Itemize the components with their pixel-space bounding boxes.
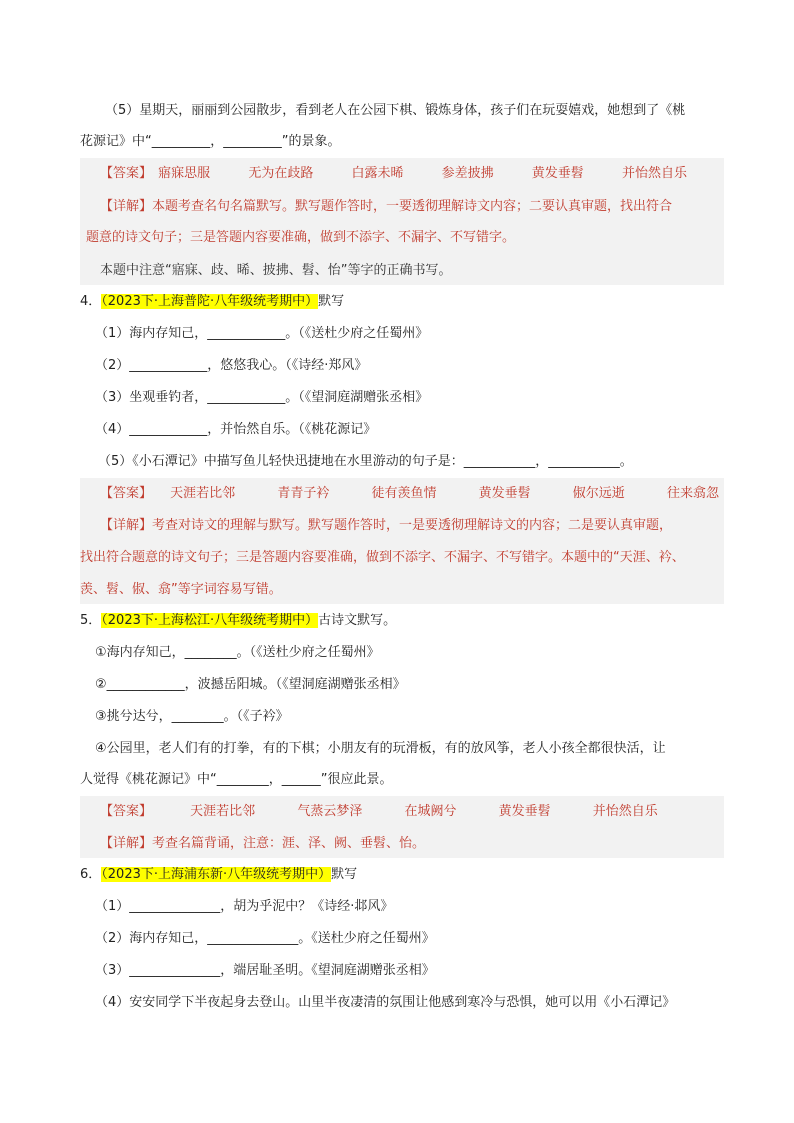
q6-heading <box>80 866 710 884</box>
detail-label: 【详解】 <box>100 836 153 851</box>
answer-item: 往来翕忽 <box>666 486 719 501</box>
q3-item5-line2: 花源记》中“_________，_________”的景象。 <box>80 134 341 149</box>
q4-detail-line3: 羡、髫、俶、翕”等字词容易写错。 <box>80 582 282 597</box>
answer-label: 【答案】 <box>100 486 153 501</box>
q3-detail-line3: 本题中注意“寤寐、歧、晞、披拂、髫、怡”等字的正确书写。 <box>100 263 452 278</box>
answer-item: 俶尔远逝 <box>572 486 625 501</box>
q4-source-highlight: （2023下·上海普陀·八年级统考期中） <box>101 294 319 309</box>
answer-item: 天涯若比邻 <box>190 804 256 819</box>
answer-item: 参差披拂 <box>441 166 494 181</box>
q5-number: 5． <box>80 613 102 628</box>
answer-item: 徒有羡鱼情 <box>371 486 437 501</box>
q6-item-3: （3）______________，端居耻圣明。《望洞庭湖赠张丞相》 <box>95 963 435 978</box>
q5-item-2: ②____________，波撼岳阳城。（《望洞庭湖赠张丞相》 <box>95 677 406 692</box>
q6-number: 6． <box>80 867 102 882</box>
q4-item-1: （1）海内存知己，____________。（《送杜少府之任蜀州》 <box>95 326 429 341</box>
q4-answer-row <box>100 485 719 503</box>
answer-label: 【答案】 <box>100 804 153 819</box>
q3-detail-line1: 【详解】本题考查名句名篇默写。默写题作答时，一要透彻理解诗文内容；二要认真审题，找出符合 <box>100 199 673 214</box>
q4-heading <box>80 293 710 311</box>
q5-task: 古诗文默写。 <box>318 613 397 628</box>
answer-item: 气蒸云梦泽 <box>297 804 363 819</box>
answer-item: 寤寐思服 <box>158 166 211 181</box>
answer-item: 天涯若比邻 <box>170 486 236 501</box>
answer-item: 青青子衿 <box>277 486 330 501</box>
q4-item-4: （4）____________，并怡然自乐。（《桃花源记》 <box>95 422 377 437</box>
q4-item-2: （2）____________，悠悠我心。（《诗经·郑风》 <box>95 358 368 373</box>
q6-item-2: （2）海内存知己，______________。《送杜少府之任蜀州》 <box>95 931 435 946</box>
answer-item: 在城阙兮 <box>404 804 457 819</box>
q3-answer-row <box>100 165 687 183</box>
q5-heading <box>80 612 710 630</box>
q4-item-3: （3）坐观垂钓者，____________。（《望洞庭湖赠张丞相》 <box>95 390 429 405</box>
q6-item-1: （1）______________，胡为乎泥中？《诗经·邶风》 <box>95 899 394 914</box>
q4-task: 默写 <box>318 294 345 309</box>
q6-item-4: （4）安安同学下半夜起身去登山。山里半夜凄清的氛围让他感到寒冷与恐惧，她可以用《小石潭记》 <box>95 995 676 1010</box>
q5-item-4-cont: 人觉得《桃花源记》中“________，______”很应此景。 <box>80 772 393 787</box>
q5-item-1: ①海内存知己，________。（《送杜少府之任蜀州》 <box>95 645 380 660</box>
q5-item-4: ④公园里，老人们有的打拳，有的下棋；小朋友有的玩滑板，有的放风筝，老人小孩全都很快活，让 <box>95 741 666 756</box>
q4-item-5: （5）《小石潭记》中描写鱼儿轻快迅捷地在水里游动的句子是：___________，___________。 <box>98 454 633 469</box>
answer-item: 黄发垂髫 <box>498 804 551 819</box>
q3-item5-line1: （5）星期天，丽丽到公园散步，看到老人在公园下棋、锻炼身体，孩子们在玩耍嬉戏，她想到了《桃 <box>105 103 686 118</box>
q5-source-highlight: （2023下·上海松江·八年级统考期中） <box>101 613 319 628</box>
detail-label: 【详解】 <box>100 199 153 214</box>
q4-detail-line2: 找出符合题意的诗文句子；三是答题内容要准确，做到不添字、不漏字、不写错字。本题中的“天涯、衿、 <box>80 550 685 565</box>
q4-detail-line1: 【详解】考查对诗文的理解与默写。默写题作答时，一是要透彻理解诗文的内容；二是要认真审题， <box>100 518 673 533</box>
answer-item: 并怡然自乐 <box>592 804 658 819</box>
q5-answer-row <box>100 803 658 821</box>
q3-detail-line2: 题意的诗文句子；三是答题内容要准确，做到不添字、不漏字、不写错字。 <box>86 230 516 245</box>
answer-item: 无为在歧路 <box>248 166 314 181</box>
detail-label: 【详解】 <box>100 518 153 533</box>
answer-label: 【答案】 <box>100 166 153 181</box>
answer-item: 白露未晞 <box>351 166 404 181</box>
q6-source-highlight: （2023下·上海浦东新·八年级统考期中） <box>101 867 332 882</box>
answer-item: 黄发垂髫 <box>531 166 584 181</box>
answer-item: 黄发垂髫 <box>478 486 531 501</box>
q5-detail-line1: 【详解】考查名篇背诵，注意：涯、泽、阙、垂髫、怡。 <box>100 836 426 851</box>
q5-item-3: ③挑兮达兮，________。（《子衿》 <box>95 709 289 724</box>
q6-task: 默写 <box>331 867 358 882</box>
q4-number: 4． <box>80 294 102 309</box>
answer-item: 并怡然自乐 <box>621 166 687 181</box>
